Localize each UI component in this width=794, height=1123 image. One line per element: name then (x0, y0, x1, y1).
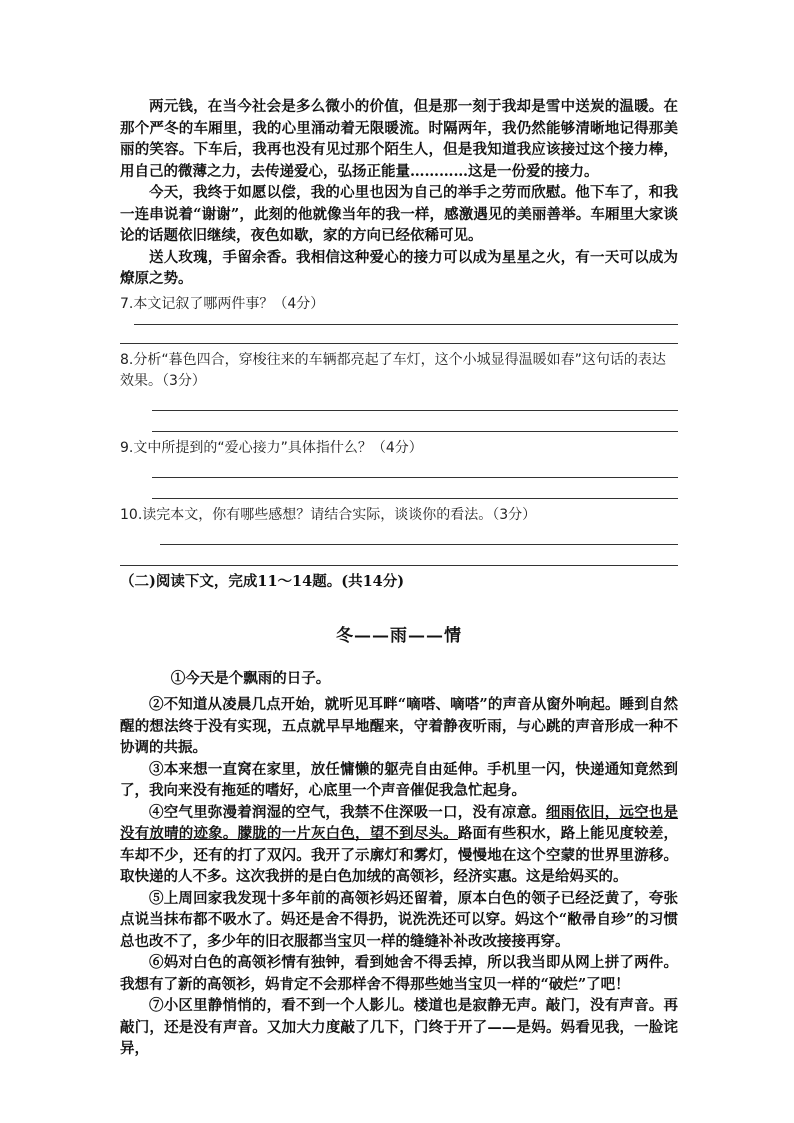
answer-line[interactable] (120, 565, 678, 566)
section-heading: （二)阅读下文，完成11～14题。(共14分) (120, 572, 405, 590)
paragraph-5: ⑤上周回家我发现十多年前的高领衫妈还留着，原本白色的领子已经泛黄了，夸张点说当抹布都不吸水了。妈还是舍不得扔，说洗洗还可以穿。妈这个“敝帚自珍”的习惯总也改不了，多少年的旧衣服都当宝贝一样的缝缝补补改改接接再穿。 (120, 889, 678, 950)
paragraph-3: ③本来想一直窝在家里，放任慵懒的躯壳自由延伸。手机里一闪，快递通知竟然到了，我向来没有拖延的嗜好，心底里一个声音催促我急忙起身。 (120, 760, 678, 799)
passage1-para3: 送人玫瑰，手留余香。我相信这种爱心的接力可以成为星星之火，有一天可以成为燎原之势。 (120, 248, 678, 287)
underlined-sentence: 细雨依旧，远空也是没有放晴的迹象。朦胧的一片灰白色，望不到尽头。 (120, 803, 679, 842)
passage1-para1: 两元钱，在当今社会是多么微小的价值，但是那一刻于我却是雪中送炭的温暖。在那个严冬的车厢里，我的心里涌动着无限暖流。时隔两年，我仍然能够清晰地记得那美丽的笑容。下车后，我再也没有见过那个陌生人，但是我知道我应该接过这个接力棒，用自己的微薄之力，去传递爱心，弘扬正能量…………这是一份爱的接力。 (120, 98, 678, 180)
question-10: 10.读完本文，你有哪些感想？请结合实际，谈谈你的看法。（3分） (120, 506, 537, 523)
answer-line[interactable] (152, 410, 678, 411)
passage-title: 冬——雨——情 (336, 625, 462, 646)
answer-line[interactable] (120, 343, 678, 344)
answer-line[interactable] (152, 431, 678, 432)
answer-line[interactable] (160, 544, 678, 545)
paragraph-6: ⑥妈对白色的高领衫情有独钟，看到她舍不得丢掉，所以我当即从网上拼了两件。我想有了新的高领衫，妈肯定不会那样舍不得那些她当宝贝一样的“破烂”了吧！ (120, 954, 678, 993)
question-9: 9.文中所提到的“爱心接力”具体指什么？（4分） (120, 439, 423, 456)
paragraph-4-part-a: ④空气里弥漫着润湿的空气，我禁不住深吸一口，没有凉意。 (149, 803, 546, 821)
question-8: 8.分析“暮色四合，穿梭往来的车辆都亮起了车灯，这个小城显得温暖如春”这句话的表达效果。（3分） (120, 351, 666, 389)
paragraph-2: ②不知道从凌晨几点开始，就听见耳畔“嘀嗒、嘀嗒”的声音从窗外响起。睡到自然醒的想法终于没有实现，五点就早早地醒来，守着静夜听雨，与心跳的声音形成一种不协调的共振。 (120, 696, 678, 756)
paragraph-7: ⑦小区里静悄悄的，看不到一个人影儿。楼道也是寂静无声。敲门，没有声音。再敲门，还是没有声音。又加大力度敲了几下，门终于开了——是妈。妈看见我，一脸诧异， (120, 997, 678, 1057)
paragraph-1: ①今天是个飘雨的日子。 (170, 669, 331, 687)
document-page (120, 96, 678, 1060)
answer-line[interactable] (152, 477, 678, 478)
passage1-para2: 今天，我终于如愿以偿，我的心里也因为自己的举手之劳而欣慰。他下车了，和我一连串说着“谢谢”，此刻的他就像当年的我一样，感激遇见的美丽善举。车厢里大家谈论的话题依旧继续，夜色如歇，家的方向已经依稀可见。 (120, 184, 678, 244)
passage2 (120, 668, 678, 1060)
answer-line[interactable] (134, 324, 678, 325)
answer-line[interactable] (152, 498, 678, 499)
paragraph-4-part-c: 路面有些积水，路上能见度较差，车却不少，还有的打了双闪。我开了示廓灯和雾灯，慢慢地在这个空蒙的世界里游移。取快递的人不多。这次我拼的是白色加绒的高领衫，经济实惠。这是给妈买的。 (120, 825, 679, 885)
paragraph-4 (120, 802, 678, 888)
question-7: 7.本文记叙了哪两件事？（4分） (120, 295, 325, 312)
